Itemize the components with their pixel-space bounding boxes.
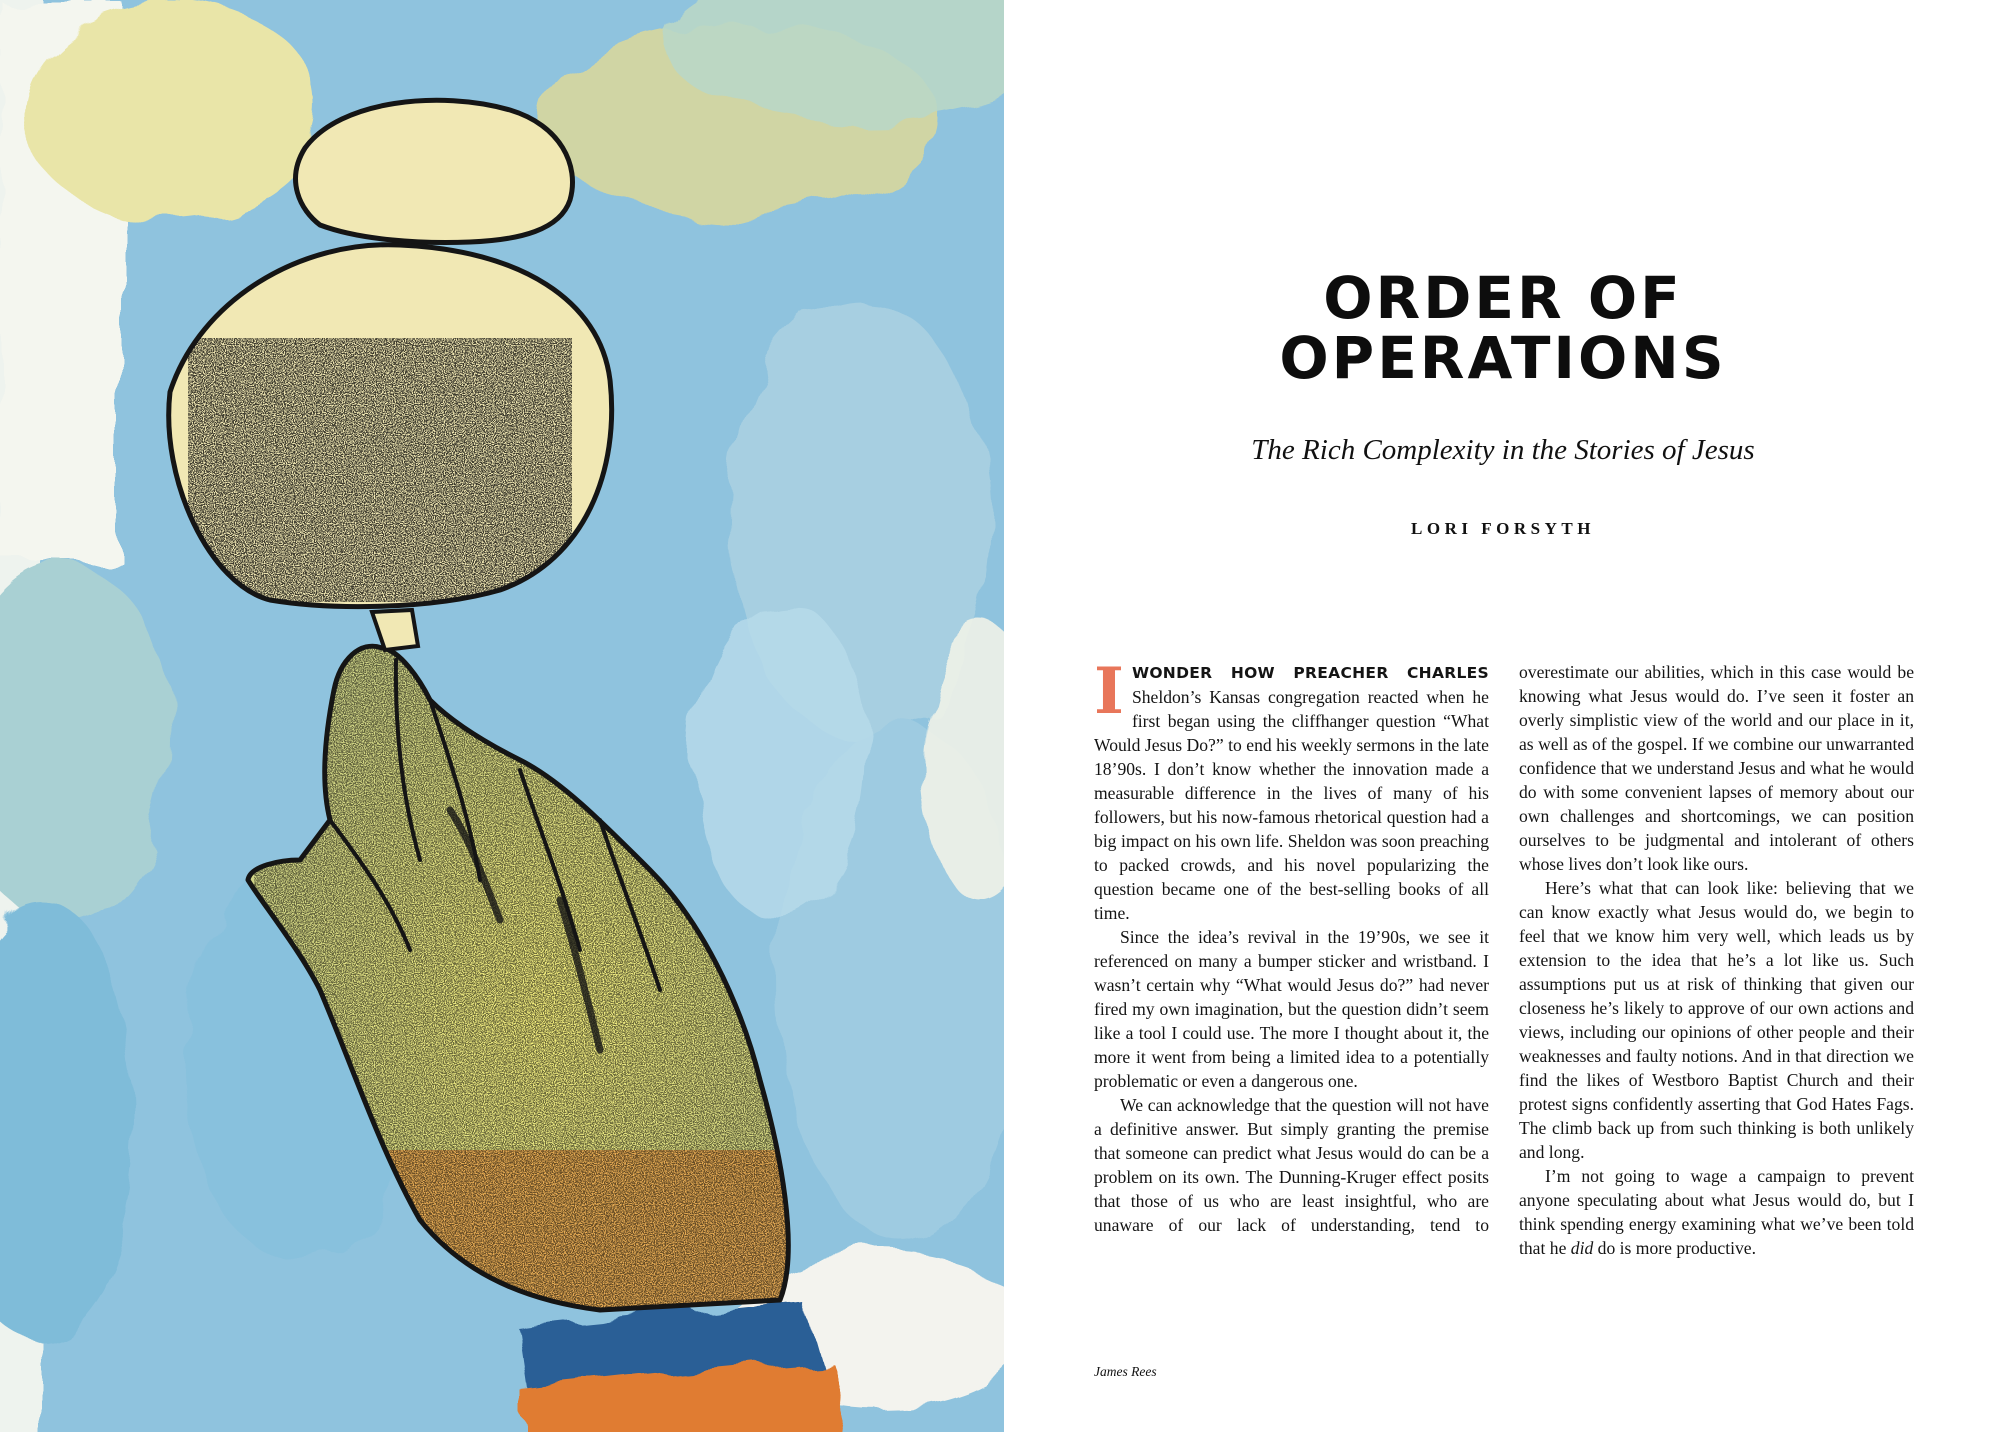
body-paragraph-3: We can acknowledge that the question will not have a definitive answer. But simply granting the premise that someone can predict what Jesus would do can be a problem on its own. The Dunning-Kruger effect posits that those of us who are least insightful, who are unaware of our lack of understanding, tend to overestimate our abilities, which in this case would be knowing what Jesus would do. I’ve seen it foster an overly simplistic view of the world and our place in it, as well as of the gospel. If we combine our unwarranted confidence that we understand Jesus and what he would do with some convenient lapses of memory about our own challenges and shortcomings, we can position ourselves to be judgmental and intolerant of others whose lives don’t look like ours. xyxy=(1094,662,1914,1235)
article-title xyxy=(1004,264,2002,392)
paragraph-5-text-a: I’m not going to wage a campaign to prevent anyone speculating about what Jesus would do, but I think spending energy examining what we’ve been told that he xyxy=(1519,1166,1914,1258)
large-stone xyxy=(169,245,612,607)
title-line-2: OPERATIONS xyxy=(1279,324,1727,392)
paragraph-5-text-b: do is more productive. xyxy=(1593,1238,1756,1258)
article-page xyxy=(1004,0,2002,1432)
article-subtitle: The Rich Complexity in the Stories of Jesus xyxy=(1251,434,1755,466)
lead-in-caps: WONDER HOW PREACHER CHARLES xyxy=(1131,664,1489,682)
body-paragraph-2: Since the idea’s revival in the 19’90s, we see it referenced on many a bumper sticker and wristband. I wasn’t certain why “What would Jesus do?” had never fired my own imagination, but the question didn’t seem like a tool I could use. The more I thought about it, the more it went from being a limited idea to a potentially problematic or even a dangerous one. xyxy=(1094,927,1489,1091)
image-credit: James Rees xyxy=(1094,1364,1157,1379)
article-body xyxy=(1094,654,1914,1310)
body-paragraph-4: Here’s what that can look like: believing that we can know exactly what Jesus would do, we begin to feel that we know him very well, which leads us by extension to the idea that he’s a lot like us. Such assumptions put us at risk of thinking that given our closeness he’s likely to approve of our own actions and views, including our opinions of other people and their weaknesses and faulty notions. And in that direction we find the likes of Westboro Baptist Church and their protest signs confidently asserting that God Hates Fags. The climb back up from such thinking is both unlikely and long. xyxy=(1519,878,1914,1162)
paragraph-5-emphasis: did xyxy=(1570,1238,1594,1258)
body-paragraph-5 xyxy=(1519,1164,1914,1260)
author-byline: LORI FORSYTH xyxy=(1411,519,1595,538)
drop-cap: I xyxy=(1094,654,1124,729)
upper-stone xyxy=(296,100,573,242)
body-paragraph-1 xyxy=(1094,654,1489,925)
paragraph-1-text: Sheldon’s Kansas congregation reacted when he first began using the cliffhanger question “What Would Jesus Do?” to end his weekly sermons in the late 18’90s. I don’t know whether the innovation made a measurable difference in the lives of many of his followers, but his now-famous rhetorical question had a big impact on his own life. Sheldon was soon preaching to packed crowds, and his novel popularizing the question became one of the best-selling books of all time. xyxy=(1094,687,1489,923)
title-line-1: ORDER OF xyxy=(1323,264,1683,332)
